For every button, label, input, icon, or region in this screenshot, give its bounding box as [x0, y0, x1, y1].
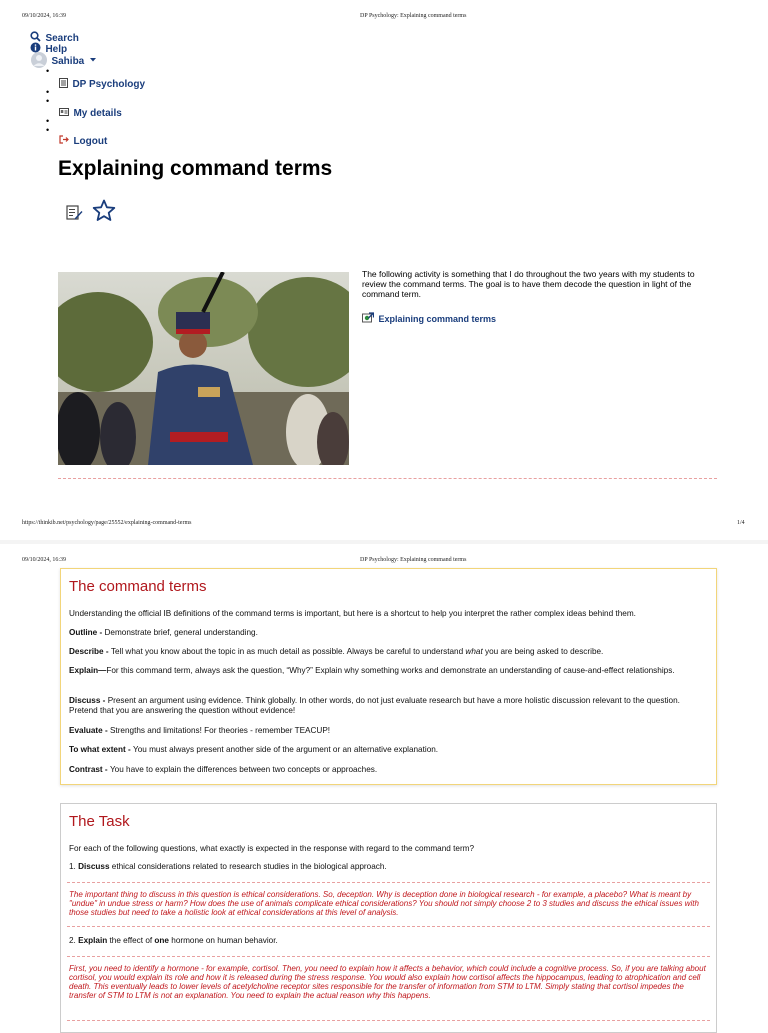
question-1	[69, 862, 708, 872]
page-separator	[0, 540, 768, 544]
term-label: Contrast -	[69, 765, 110, 774]
task-intro: For each of the following questions, what exactly is expected in the response with regard to the command term?	[69, 844, 475, 853]
star-icon[interactable]	[92, 199, 116, 222]
print-title: DP Psychology: Explaining command terms	[360, 13, 467, 19]
feature-photo	[58, 272, 349, 465]
menu-label: Logout	[73, 136, 108, 147]
question-number: 2.	[69, 936, 79, 945]
page-title: Explaining command terms	[58, 157, 333, 180]
book-icon	[59, 78, 68, 88]
term-label: Discuss -	[69, 696, 108, 705]
bullet: •	[46, 116, 50, 126]
menu-item-dp-psychology[interactable]	[59, 74, 145, 92]
term-label: Explain—	[69, 666, 107, 675]
question-text: the effect of	[107, 936, 155, 945]
command-terms-box	[60, 568, 717, 785]
menu-item-logout[interactable]	[59, 131, 107, 149]
bullet: •	[46, 125, 50, 135]
term-definition: Demonstrate brief, general understanding.	[104, 628, 258, 637]
logout-icon	[59, 135, 69, 144]
user-name: Sahiba	[51, 56, 85, 67]
menu-label: DP Psychology	[72, 79, 146, 90]
task-box	[60, 803, 717, 1033]
bullet: •	[46, 87, 50, 97]
term-outline	[69, 628, 708, 638]
print-timestamp: 09/10/2024, 16:39	[22, 13, 67, 19]
question-emphasis: one	[154, 936, 169, 945]
section-intro: Understanding the official IB definitions of the command terms is important, but here is a shortcut to help you interpret the rather complex ideas behind them.	[69, 609, 636, 618]
term-describe	[69, 647, 708, 657]
caret-down-icon	[89, 57, 97, 63]
term-definition: Strengths and limitations! For theories - remember TEACUP!	[109, 726, 331, 735]
photo-illustration	[58, 272, 349, 465]
page-number: 1/4	[737, 520, 745, 526]
term-evaluate	[69, 726, 708, 736]
term-to-what-extent	[69, 745, 708, 755]
question-number: 1.	[69, 862, 79, 871]
term-definition: You have to explain the differences between two concepts or approaches.	[109, 765, 378, 774]
user-menu[interactable]	[31, 51, 97, 69]
bullet: •	[46, 96, 50, 106]
search-label: Search	[45, 33, 79, 44]
term-definition: For this command term, always ask the question, “Why?” Explain why something works and demonstrate an understanding of cause-and-effect relationships.	[106, 666, 675, 675]
divider	[58, 478, 717, 479]
avatar	[31, 52, 47, 68]
term-label: Outline -	[69, 628, 105, 637]
term-definition: You must always present another side of the argument or an alternative explanation.	[132, 745, 439, 754]
resource-link[interactable]	[362, 309, 496, 327]
print-url: https://thinkib.net/psychology/page/25552/explaining-command-terms	[22, 520, 192, 526]
term-contrast	[69, 765, 708, 775]
answer-2: First, you need to identify a hormone - for example, cortisol. Then, you need to explain how it affects a behavior, which could include a cognitive process. So, if you are talking about cortisol, you would explain its role and how it is released during the stress response. You would also explain how cortisol affects the hippocampus, leading to atrophication and cell death. This eventually leads to lower levels of acetylcholine receptor sites responsible for the transfer of information from STM to LTM. Simply stating that cortisol impedes the transfer of STM to LTM is not an explanation. You need to explain the actual reason why this happens.	[69, 964, 706, 1000]
question-term: Explain	[78, 936, 108, 945]
question-text: ethical considerations related to research studies in the biological approach.	[109, 862, 387, 871]
bullet: •	[46, 66, 50, 76]
term-label: Describe -	[69, 647, 111, 656]
edit-notes-icon[interactable]	[66, 204, 83, 221]
resource-link-label: Explaining command terms	[378, 314, 496, 324]
section-title: The command terms	[69, 578, 207, 595]
intro-paragraph: The following activity is something that I do throughout the two years with my students to review the command terms. The goal is to have them decode the question in light of the command term.	[362, 269, 695, 299]
answer-1: The important thing to discuss in this question is ethical considerations. So, deception. Why is deception done in biological research - for example, a placebo? What is meant by "undue" in undue stress or harm? How does the use of animals complicate ethical considerations? You should not simply choose 2 to 3 studies and discuss the ethical issues with those studies but need to take a holistic look at ethical considerations at this level of analysis.	[69, 890, 699, 917]
term-label: Evaluate -	[69, 726, 110, 735]
term-label: To what extent -	[69, 745, 133, 754]
help-label: Help	[45, 44, 68, 55]
section-title: The Task	[69, 813, 130, 830]
menu-label: My details	[73, 108, 122, 119]
divider	[67, 956, 710, 957]
term-emphasis: what	[465, 647, 483, 656]
term-definition: Present an argument using evidence. Think globally. In other words, do not just evaluate research but have a more holistic discussion relevant to the question. Pretend that you are answering the question without evidence!	[69, 696, 680, 715]
term-definition: Tell what you know about the topic in as much detail as possible. Always be careful to understand	[110, 647, 466, 656]
divider	[67, 882, 710, 883]
question-text: hormone on human behavior.	[168, 936, 278, 945]
print-title: DP Psychology: Explaining command terms	[360, 557, 467, 563]
term-definition: you are being asked to describe.	[482, 647, 604, 656]
divider	[67, 1020, 710, 1021]
term-discuss	[69, 696, 708, 715]
resource-icon	[362, 312, 374, 323]
id-card-icon	[59, 108, 69, 116]
menu-item-my-details[interactable]	[59, 103, 122, 121]
question-term: Discuss	[78, 862, 110, 871]
print-timestamp: 09/10/2024, 16:39	[22, 557, 67, 563]
question-2	[69, 936, 708, 946]
term-explain	[69, 666, 708, 676]
divider	[67, 926, 710, 927]
